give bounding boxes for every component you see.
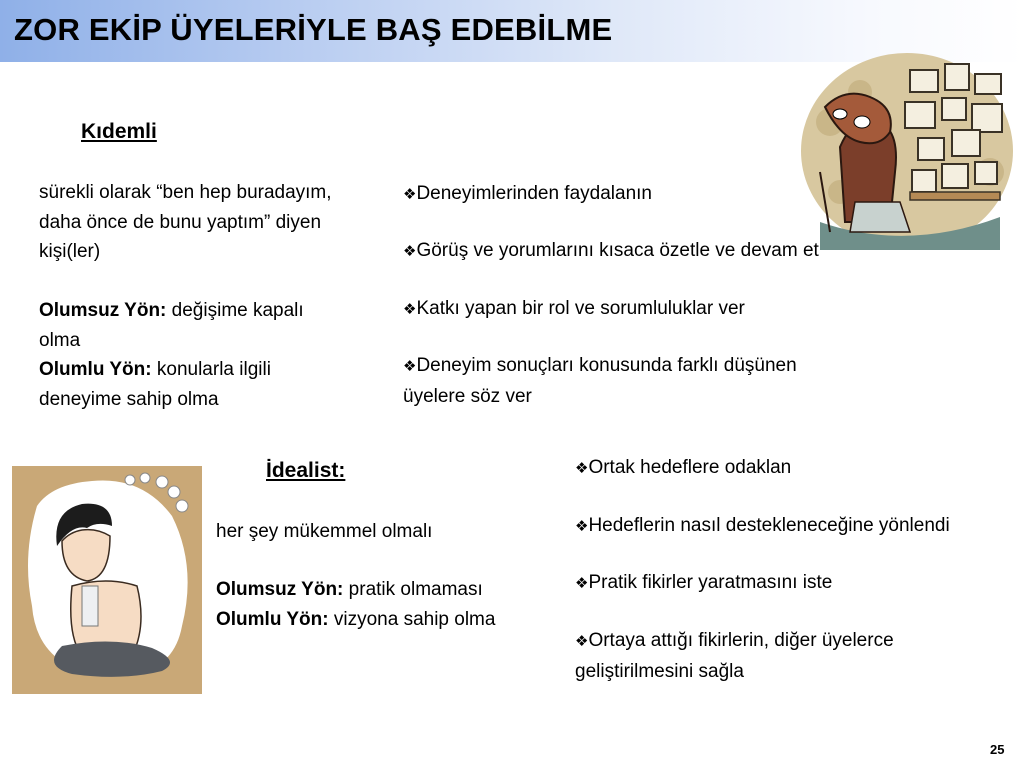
positive-text: konularla ilgili: [151, 359, 271, 380]
positive-label: Olumlu Yön:: [216, 608, 329, 630]
negative-text-cont: olma: [39, 329, 81, 351]
bullet-icon: ❖: [575, 574, 589, 592]
bullet-icon: ❖: [575, 517, 589, 535]
page-number: 25: [990, 742, 1005, 757]
tip-text: Görüş ve yorumlarını kısaca özetle ve devam et: [416, 240, 819, 261]
description-kidemli: [39, 178, 399, 267]
description-line: kişi(ler): [39, 241, 101, 262]
tip-item: [403, 351, 797, 411]
tip-text: Hedeflerin nasıl destekleneceğine yönlendi: [588, 515, 950, 536]
bullet-icon: ❖: [575, 632, 589, 650]
pros-cons-kidemli: [39, 296, 399, 414]
negative-line: [39, 296, 399, 326]
tip-item: [403, 294, 745, 325]
tip-item: [575, 453, 791, 484]
positive-text: vizyona sahip olma: [328, 608, 496, 630]
horse-cartoon-image: [800, 52, 1014, 250]
negative-text: pratik olmaması: [343, 579, 483, 600]
pros-cons-idealist: [216, 575, 556, 634]
description-line: daha önce de bunu yaptım” diyen: [39, 211, 322, 233]
bullet-icon: ❖: [403, 357, 417, 375]
bullet-icon: ❖: [403, 242, 417, 260]
tip-item: [403, 236, 819, 267]
tip-text: Deneyim sonuçları konusunda farklı düşünen: [416, 355, 797, 376]
tip-item: [575, 511, 1024, 542]
negative-text: değişime kapalı: [166, 300, 304, 321]
bullet-icon: ❖: [403, 300, 417, 318]
negative-label: Olumsuz Yön:: [216, 579, 344, 600]
tip-text: Ortak hedeflere odaklan: [588, 457, 792, 478]
bullet-icon: ❖: [575, 459, 589, 477]
tip-item: [575, 626, 894, 686]
positive-line: [39, 355, 399, 385]
tip-item: [403, 179, 652, 210]
positive-line: [216, 605, 556, 635]
tip-text-cont: üyelere söz ver: [403, 385, 532, 407]
slide-title: ZOR EKİP ÜYELERİYLE BAŞ EDEBİLME: [14, 12, 613, 47]
negative-label: Olumsuz Yön:: [39, 300, 167, 321]
tip-text-cont: geliştirilmesini sağla: [575, 660, 744, 682]
description-idealist: her şey mükemmel olmalı: [216, 521, 433, 542]
positive-label: Olumlu Yön:: [39, 359, 152, 380]
tip-text: Pratik fikirler yaratmasını iste: [588, 572, 833, 593]
description-line: sürekli olarak “ben hep buradayım,: [39, 182, 332, 203]
tip-text: Ortaya attığı fikirlerin, diğer üyelerce: [588, 630, 894, 651]
heading-idealist: İdealist:: [266, 459, 346, 482]
tip-text: Deneyimlerinden faydalanın: [416, 183, 652, 204]
positive-text-cont: deneyime sahip olma: [39, 388, 219, 410]
thinking-man-cartoon-image: [12, 466, 202, 694]
negative-line: [216, 575, 556, 605]
tip-text: Katkı yapan bir rol ve sorumluluklar ver: [416, 298, 745, 319]
heading-kidemli: Kıdemli: [81, 120, 157, 143]
tip-item: [575, 568, 832, 599]
bullet-icon: ❖: [403, 185, 417, 203]
